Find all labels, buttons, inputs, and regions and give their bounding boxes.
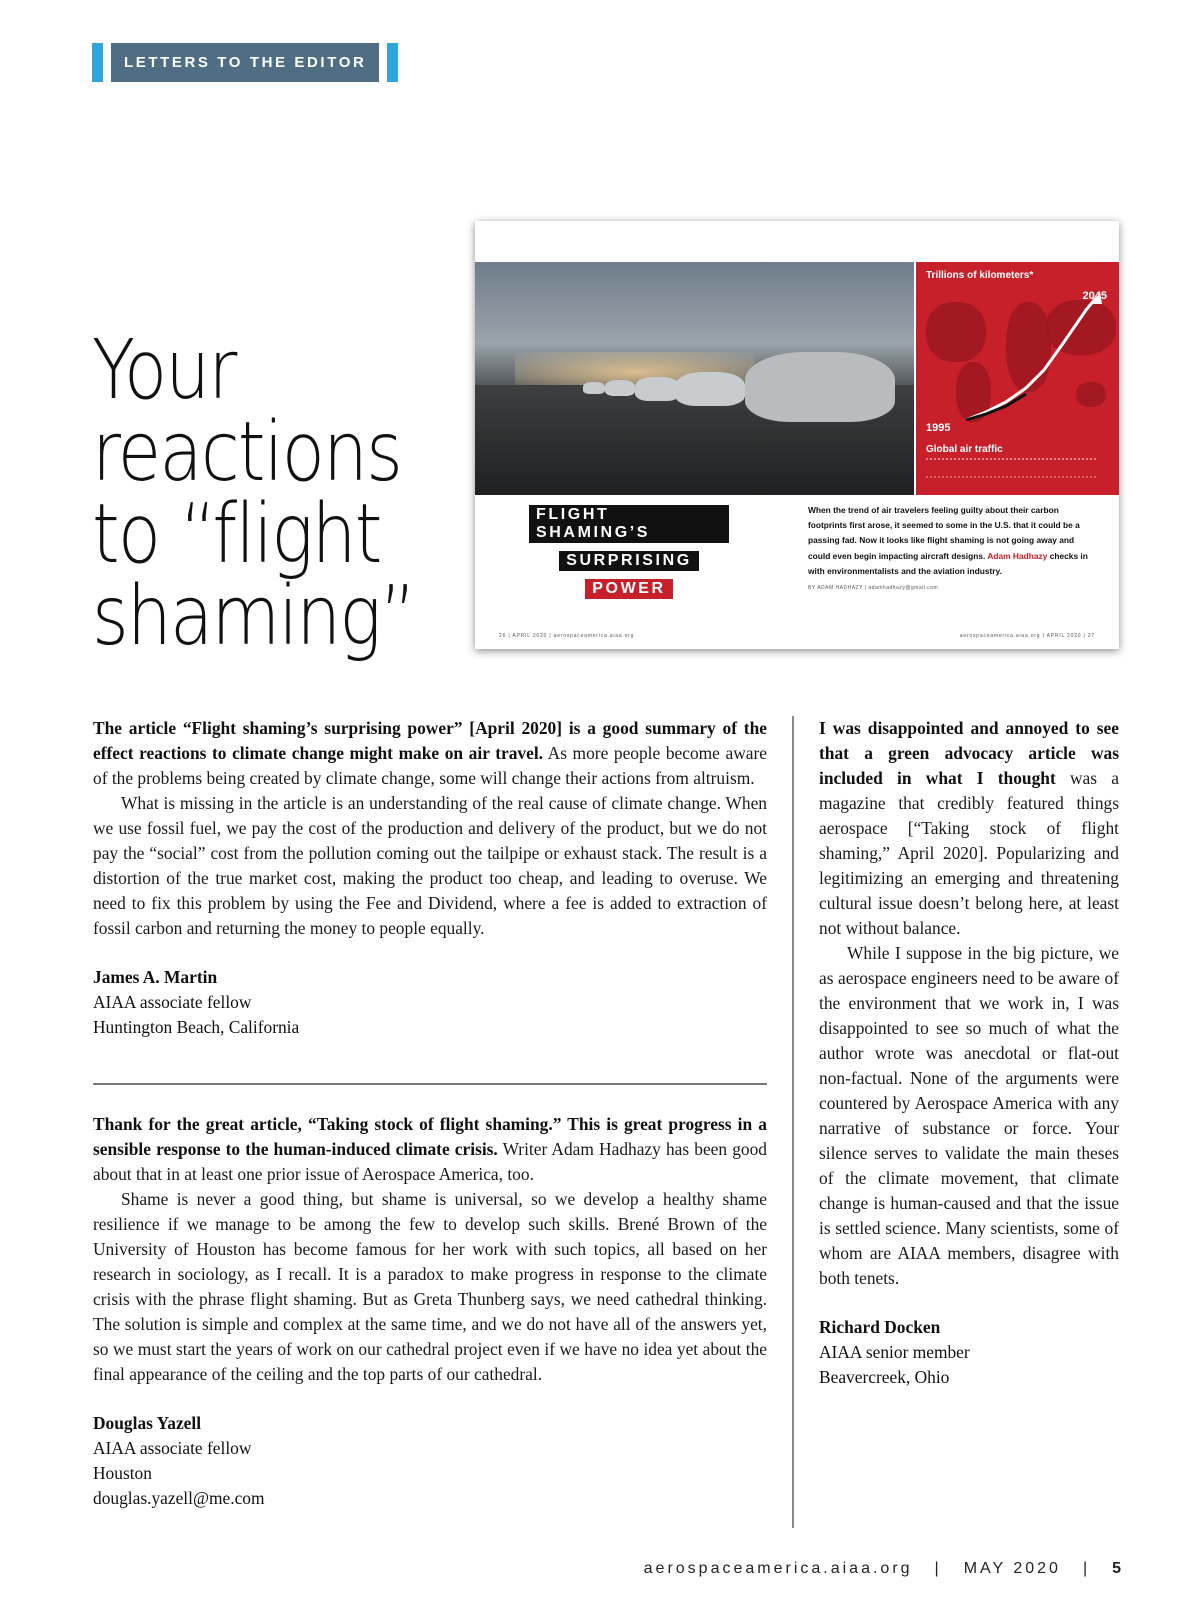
spread-footer-right: aerospaceamerica.aiaa.org | APRIL 2020 | 27 [959,633,1095,639]
letter-divider [93,1083,767,1085]
headline-line: shaming” [92,569,415,664]
signature-name: Douglas Yazell [93,1413,202,1433]
spread-title-line: FLIGHT SHAMING’S [529,505,729,543]
signature-name: James A. Martin [93,967,218,987]
letter-paragraph: I was disappointed and annoyed to see that a green advocacy article was included in what I thought was a magazine that credibly featured things aerospace [“Taking stock of flight shaming,” April 2020]. Popularizing and legitimizing an emerging and threatening cultural issue doesn’t belong here, at least not without balance. [819,718,1120,938]
airplane [675,372,745,406]
signature-name: Richard Docken [819,1317,941,1337]
page-footer [644,1560,1121,1578]
spread-deck: When the trend of air travelers feeling guilty about their carbon footprints first arose, it seemed to some in the U.S. that it could be a passing fad. Now it looks like flight shaming is not going away and could even begin impacting aircraft designs. Adam Hadhazy checks in with environmentalists and the aviation industry. [808,505,1088,576]
airplane [583,382,605,394]
letter-paragraph: While I suppose in the big picture, we as aerospace engineers need to be aware of the environment that we work in, I was disappointed to see so much of what the author wrote was anecdotal or flat-out non-factual. None of the arguments were countered by Aerospace America with any narrative of substance or force. Your silence serves to validate the main theses of the climate movement, that climate change is human-caused and that the issue is settled science. Many scientists, some of whom are AIAA members, disagree with both tenets. [819,943,1119,1288]
signature-title: AIAA associate fellow [93,992,252,1012]
graphic-subtitle: Global air traffic [926,444,1003,455]
letter-lead: I was disappointed and annoyed to see that a green advocacy article was included in what I thought [819,718,1119,788]
graphic-year-start: 1995 [926,422,951,434]
section-tag-bar-right [387,43,398,82]
letter-paragraph: Shame is never a good thing, but shame is universal, so we develop a healthy shame resilience if we manage to be among the few to develop such skills. Brené Brown of the University of Houston has become famous for her work with such topics, all based on her research in sociology, as I recall. It is a paradox to make progress in response to the climate crisis with the phrase flight shaming. But as Greta Thunberg says, we need cathedral thinking. The solution is simple and complex at the same time, and we do not have all of the answers yet, so we must start the years of work on our cathedral project even if we have no idea yet about the final appearance of the ceiling and the top parts of our cathedral. [93,1189,767,1384]
signature-title: AIAA senior member [819,1342,970,1362]
headline-line: to “flight [92,487,381,582]
letter-paragraph: What is missing in the article is an understanding of the real cause of climate change. When we use fossil fuel, we pay the cost of the production and delivery of the product, but we do not pay the “social” cost from the pollution coming out the tailpipe or exhaust stack. The result is a distortion of the true market cost, making the product too cheap, and leading to overuse. We need to fix this problem by using the Fee and Dividend, where a fee is added to extraction of fossil carbon and returning the money to people equally. [93,793,767,938]
letter-paragraph: The article “Flight shaming’s surprising power” [April 2020] is a good summary of the effect reactions to climate change might make on air travel. As more people become aware of the problems being created by climate change, some will change their actions from altruism. [93,718,767,788]
headline-line: reactions [92,405,402,500]
spread-title-line: POWER [585,579,672,599]
article-spread-image [475,221,1119,649]
footer-separator: | [1082,1560,1091,1577]
section-label: LETTERS TO THE EDITOR [111,43,379,82]
section-tag [92,43,398,82]
airplane [605,380,635,396]
headline-line: Your [92,323,236,418]
letter-docken [819,716,1119,1390]
airplane [635,377,680,401]
letter-paragraph: Thank for the great article, “Taking stock of flight shaming.” This is great progress in a sensible response to the human-induced climate crisis. Writer Adam Hadhazy has been good about that in at least one prior issue of Aerospace America, too. [93,1114,767,1184]
letter-signature [819,1315,1119,1390]
letter-signature [93,1411,767,1511]
air-traffic-graphic [916,262,1119,495]
graphic-year-end: 2045 [1082,290,1107,302]
spread-title-line: SURPRISING [559,551,699,571]
spread-title [529,505,729,599]
signature-title: AIAA associate fellow [93,1438,252,1458]
spread-deck-author: Adam Hadhazy [987,550,1048,561]
airplane [745,352,895,422]
letter-martin [93,716,767,1040]
letter-lead: The article “Flight shaming’s surprising power” [April 2020] is a good summary of the effect reactions to climate change might make on air travel. [93,718,767,763]
graphic-fine-print [926,458,1096,478]
signature-location: Huntington Beach, California [93,1017,300,1037]
footer-issue: MAY 2020 [963,1560,1061,1577]
signature-location: Beavercreek, Ohio [819,1367,950,1387]
footer-separator: | [934,1560,942,1577]
letter-yazell [93,1112,767,1511]
spread-footer-left: 26 | APRIL 2020 | aerospaceamerica.aiaa.org [499,633,635,639]
airplanes-photo [475,262,914,495]
section-tag-bar-left [92,43,103,82]
footer-site: aerospaceamerica.aiaa.org [643,1560,913,1577]
signature-email: douglas.yazell@me.com [93,1488,265,1508]
graphic-title: Trillions of kilometers* [926,270,1034,281]
letter-lead: Thank for the great article, “Taking stock of flight shaming.” This is great progress in a sensible response to the human-induced climate crisis. [93,1114,767,1159]
spread-byline: BY ADAM HADHAZY | adamhadhazy@gmail.com [808,585,939,591]
signature-location: Houston [93,1463,152,1483]
column-divider [792,716,794,1528]
page-number: 5 [1112,1560,1121,1577]
page-headline [92,323,415,664]
letter-signature [93,965,767,1040]
